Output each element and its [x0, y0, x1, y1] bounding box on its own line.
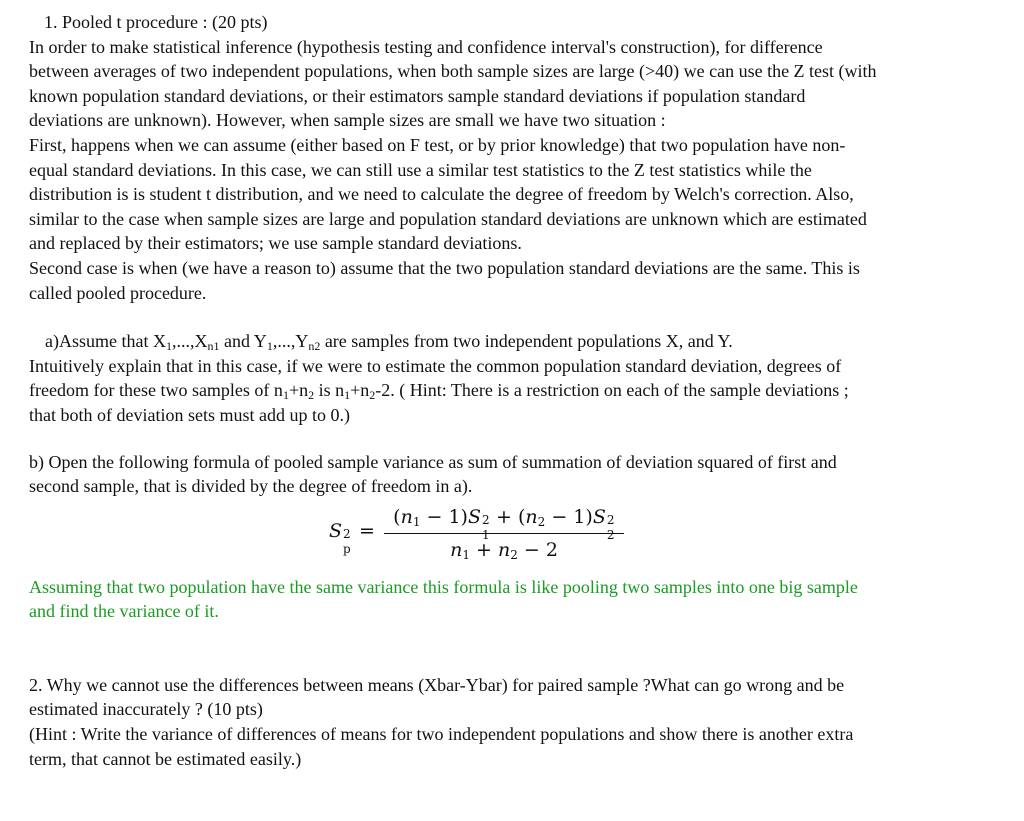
- answer-note: [29, 575, 999, 624]
- intro-line: called pooled procedure.: [29, 282, 207, 303]
- part-a-line-4: that both of deviation sets must add up to 0.): [29, 404, 350, 425]
- question-2: [29, 673, 999, 771]
- answer-note-line: Assuming that two population have the same variance this formula is like pooling two samples into one big sample: [29, 576, 858, 597]
- intro-line: distribution is is student t distribution, and we need to calculate the degree of freedom by Welch's correction. Also,: [29, 184, 854, 205]
- intro-line: In order to make statistical inference (hypothesis testing and confidence interval's construction), for difference: [29, 36, 823, 57]
- formula-fraction: [384, 505, 624, 563]
- pooled-variance-formula: [29, 505, 999, 567]
- question-1-title: 1. Pooled t procedure : (20 pts): [44, 12, 268, 32]
- question-2-line: (Hint : Write the variance of differences of means for two independent populations and show there is another extra: [29, 724, 854, 745]
- formula-numerator: $(n_1 - 1)S$ 2 1 + $(n_2 - 1)S$ 2 2: [384, 505, 624, 535]
- formula-equals: =: [359, 519, 375, 542]
- part-a-line-2: Intuitively explain that in this case, if we were to estimate the common population standard deviation, degrees of: [29, 355, 842, 376]
- formula-denominator: $n_1 + n_2 - 2$: [450, 539, 558, 563]
- formula-lhs: S 2 p: [329, 519, 351, 556]
- question-1-intro: [29, 35, 999, 306]
- part-a-line-3: freedom for these two samples of $n_1+n_2$ is $n_1+n_2-2$. ( Hint: There is a restriction on each of the sample deviations ;: [29, 380, 849, 403]
- part-b: [29, 450, 999, 624]
- answer-note-line: and find the variance of it.: [29, 601, 219, 622]
- part-a-line-1: a)Assume that $X_1,...,X_{n1}$ and $Y_1,...,Y_{n2}$ are samples from two independent populations X, and Y.: [45, 331, 733, 354]
- intro-line: between averages of two independent populations, when both sample sizes are large (>40) we can use the Z test (with: [29, 61, 877, 82]
- part-a: [29, 329, 999, 427]
- part-b-line: second sample, that is divided by the degree of freedom in a).: [29, 476, 473, 497]
- question-2-line: term, that cannot be estimated easily.): [29, 748, 302, 769]
- document: [29, 10, 999, 771]
- question-2-line: 2. Why we cannot use the differences between means (Xbar-Ybar) for paired sample ?What can go wrong and be: [29, 674, 845, 695]
- question-2-line: estimated inaccurately ? (10 pts): [29, 699, 263, 720]
- part-b-line: b) Open the following formula of pooled sample variance as sum of summation of deviation squared of first and: [29, 451, 837, 472]
- intro-line: equal standard deviations. In this case, we can still use a similar test statistics to the Z test statistics while the: [29, 159, 812, 180]
- intro-line: deviations are unknown). However, when sample sizes are small we have two situation :: [29, 110, 666, 131]
- intro-line: similar to the case when sample sizes are large and population standard deviations are unknown which are estimated: [29, 208, 867, 229]
- intro-line: and replaced by their estimators; we use sample standard deviations.: [29, 233, 522, 254]
- intro-line: Second case is when (we have a reason to) assume that the two population standard deviations are the same. This is: [29, 257, 860, 278]
- intro-line: First, happens when we can assume (either based on F test, or by prior knowledge) that two population have non-: [29, 134, 846, 155]
- intro-line: known population standard deviations, or their estimators sample standard deviations if population standard: [29, 85, 806, 106]
